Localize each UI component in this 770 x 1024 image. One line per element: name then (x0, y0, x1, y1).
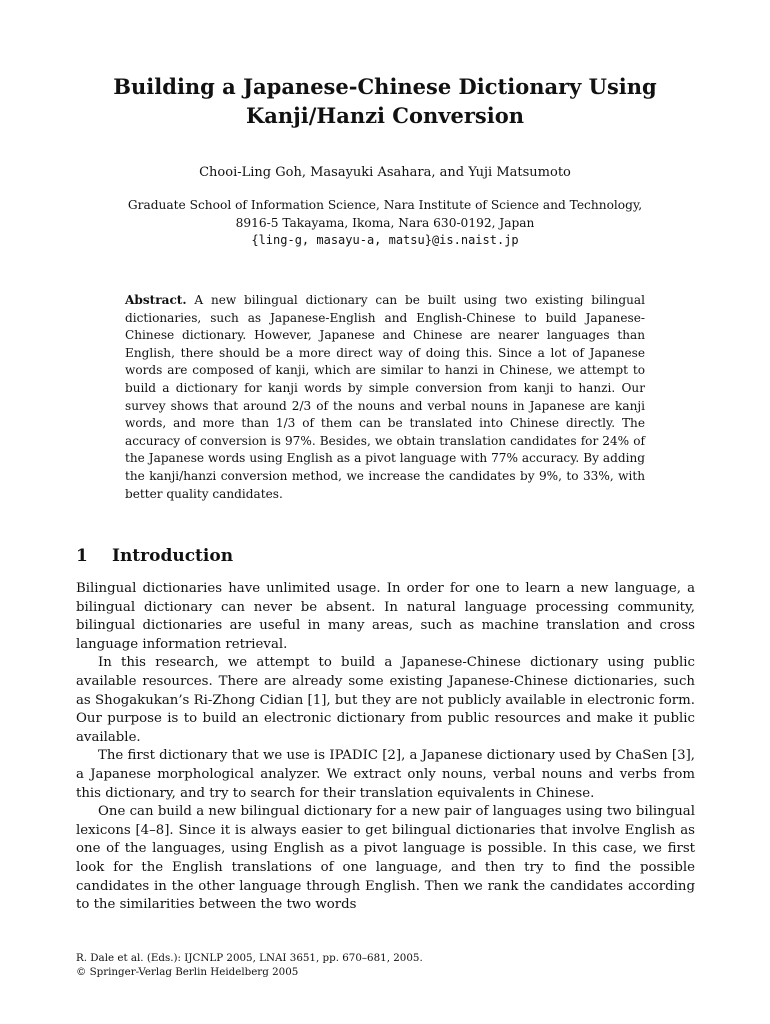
affiliation-line-2: 8916-5 Takayama, Ikoma, Nara 630-0192, Japan (235, 215, 535, 230)
title-line-1: Building a Japanese-Chinese Dictionary Using (113, 74, 657, 99)
author-emails: {ling-g, masayu-a, matsu}@is.naist.jp (251, 233, 519, 247)
footer-citation (76, 952, 423, 979)
paragraph: Bilingual dictionaries have unlimited usage. In order for one to learn a new language, a bilingual dictionary can never be absent. In natural language processing community, bilingual dictionaries are useful in many areas, such as machine translation and cross language information retrieval. (76, 581, 695, 652)
section-title: Introduction (112, 546, 234, 566)
paragraph: One can build a new bilingual dictionary for a new pair of languages using two bilingual lexicons [4–8]. Since it is always easier to get bilingual dictionaries that involve English as one of the languages, using English as a pivot language is possible. In this case, we first look for the English translations of one language, and then try to find the possible candidates in the other language through English. Then we rank the candidates according to the similarities between the two words (76, 804, 695, 913)
abstract-label: Abstract. (125, 293, 187, 307)
footer-proceedings: R. Dale et al. (Eds.): IJCNLP 2005, LNAI 3651, pp. 670–681, 2005. (76, 952, 423, 964)
paragraph: In this research, we attempt to build a Japanese-Chinese dictionary using public available resources. There are already some existing Japanese-Chinese dictionaries, such as Shogakukan’s Ri-Zhong Cidian [1], but they are not publicly available in electronic form. Our purpose is to build an electronic dictionary from public resources and make it public available. (76, 655, 695, 745)
affiliation-line-1: Graduate School of Information Science, Nara Institute of Science and Technology, (127, 198, 643, 212)
author-list: Chooi-Ling Goh, Masayuki Asahara, and Yuji Matsumoto (199, 165, 571, 180)
section-heading (76, 545, 233, 567)
footer-copyright: © Springer-Verlag Berlin Heidelberg 2005 (76, 965, 299, 978)
abstract (125, 292, 645, 503)
title-line-2: Kanji/Hanzi Conversion (246, 103, 524, 128)
section-number: 1 (76, 546, 88, 566)
abstract-text: A new bilingual dictionary can be built using two existing bilingual dictionaries, such as Japanese-English and English-Chinese to build Japanese-Chinese dictionary. However, Japanese and Chinese are nearer languages than English, there should be a more direct way of doing this. Since a lot of Japanese words are composed of kanji, which are similar to hanzi in Chinese, we attempt to build a dictionary for kanji words by simple conversion from kanji to hanzi. Our survey shows that around 2/3 of the nouns and verbal nouns in Japanese are kanji words, and more than 1/3 of them can be translated into Chinese directly. The accuracy of conversion is 97%. Besides, we obtain translation candidates for 24% of the Japanese words using English as a pivot language with 77% accuracy. By adding the kanji/hanzi conversion method, we increase the candidates by 9%, to 33%, with better quality candidates. (125, 293, 645, 501)
section-body (76, 580, 695, 915)
affiliation (60, 197, 710, 250)
paper-title (60, 72, 710, 130)
paragraph: The first dictionary that we use is IPADIC [2], a Japanese dictionary used by ChaSen [3], a Japanese morphological analyzer. We extract only nouns, verbal nouns and verbs from this dictionary, and try to search for their translation equivalents in Chinese. (76, 748, 695, 801)
